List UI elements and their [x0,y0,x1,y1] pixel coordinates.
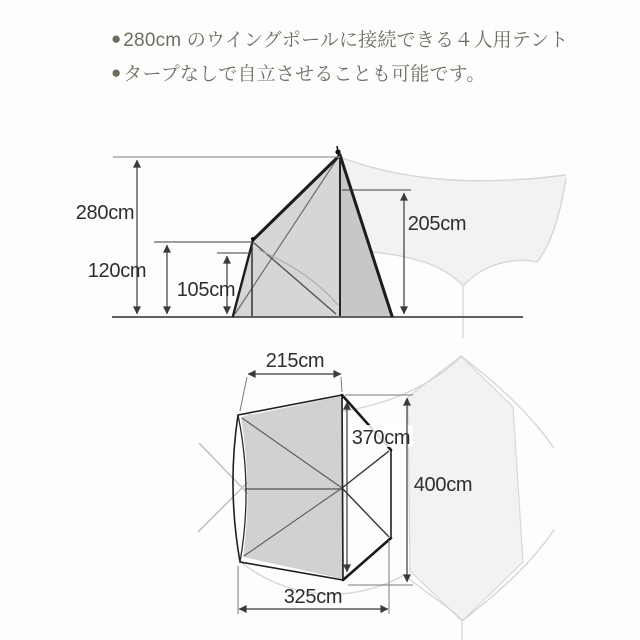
bullet-text-1: 280cm のウイングポールに接続できる４人用テント [123,29,569,51]
dim-label-side-wall-height: 120cm [87,260,147,282]
peak-knob [335,149,340,154]
dim-label-front-height: 105cm [176,279,236,301]
dim-label-ridge-height: 205cm [407,213,467,235]
top-view-diagram [198,350,554,640]
bullet-icon: ● [111,62,122,82]
dim-label-front-width: 215cm [265,350,325,372]
dim-label-pole-height: 280cm [75,202,135,224]
dim-label-total-length: 400cm [413,474,473,496]
bullet-icon: ● [111,28,122,48]
bullet-text-2: タープなしで自立させることも可能です。 [123,63,486,85]
dim-label-inner-length: 370cm [351,427,411,449]
tent-floor-plan [233,395,391,580]
side-view-diagram [76,146,566,338]
dim-label-rear-width: 325cm [283,586,343,608]
front-knob [251,237,255,241]
